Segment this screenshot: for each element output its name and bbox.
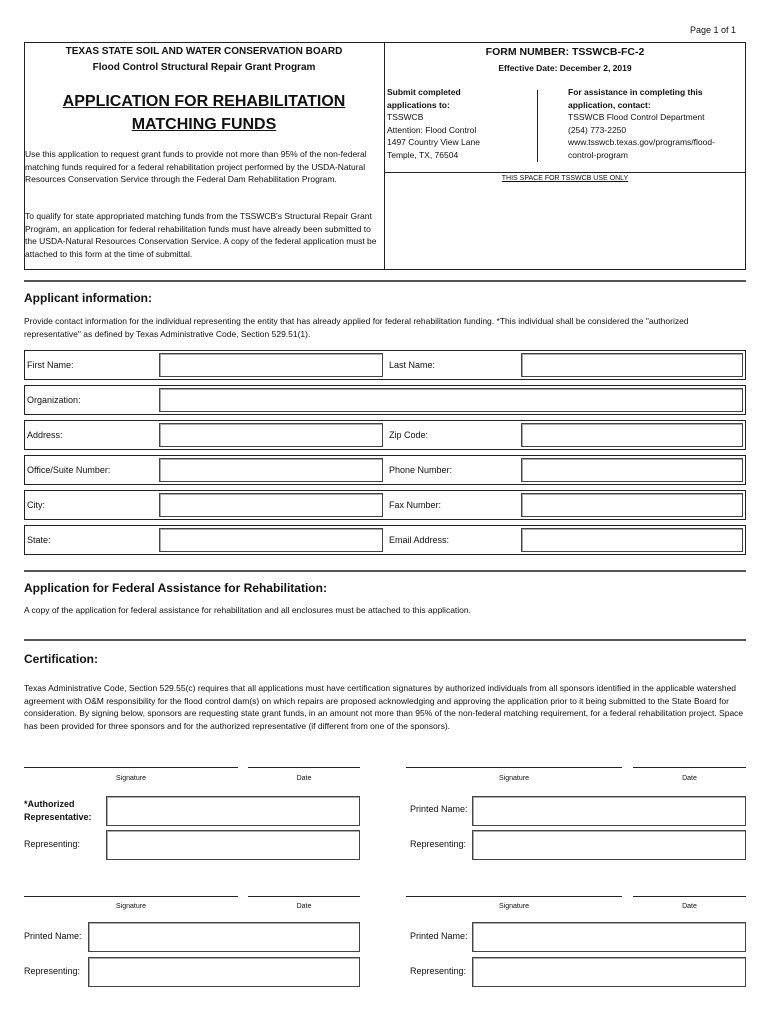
date-caption: Date <box>682 903 697 910</box>
header-divider <box>384 42 385 270</box>
form-title-line1: APPLICATION FOR REHABILITATION <box>62 93 346 110</box>
row-state <box>24 525 746 555</box>
federal-heading: Application for Federal Assistance for Rehabilitation: <box>24 581 327 595</box>
office-suite-field[interactable] <box>159 458 383 482</box>
organization-label: Organization: <box>27 395 81 405</box>
email-label: Email Address: <box>389 535 450 545</box>
office-use-label: THIS SPACE FOR TSSWCB USE ONLY <box>501 175 629 182</box>
intro-paragraph-1: Use this application to request grant funds to provide not more than 95% of the non-federal matching funds required for a federal rehabilitation project performed by the USDA-Natural Resources Conservation Service through the Federal Dam Rehabilitation Program. <box>25 149 367 184</box>
address-field[interactable] <box>159 423 383 447</box>
last-name-field[interactable] <box>521 353 743 377</box>
effective-date: Effective Date: December 2, 2019 <box>498 63 632 73</box>
address-label: Address: <box>27 430 63 440</box>
signature-line[interactable] <box>406 896 622 897</box>
assist-line: www.tsswcb.texas.gov/programs/flood- <box>568 137 715 147</box>
applicant-description: Provide contact information for the individual representing the entity that has already applied for federal rehabilitation funding. *This individual shall be considered the "authorized representative" as defined by Texas Administrative Code, Section 529.51(1). <box>24 316 689 339</box>
row-organization <box>24 385 746 415</box>
signature-line[interactable] <box>406 767 622 768</box>
printed-name-label: Printed Name: <box>410 931 468 941</box>
date-caption: Date <box>296 903 312 910</box>
signature-line[interactable] <box>24 896 238 897</box>
submit-line: Temple, TX, 76504 <box>387 149 459 160</box>
city-label: City: <box>27 500 45 510</box>
submit-heading-1: Submit completed <box>387 87 461 97</box>
federal-description: A copy of the application for federal assistance for rehabilitation and all enclosures must be attached to this application. <box>24 605 471 615</box>
section-rule <box>24 639 746 641</box>
page-number: Page 1 of 1 <box>690 25 737 35</box>
date-caption: Date <box>296 775 312 782</box>
contact-divider <box>537 90 538 162</box>
printed-name-field[interactable] <box>472 922 746 952</box>
printed-name-label: Printed Name: <box>410 804 468 814</box>
office-use-rule <box>384 172 746 173</box>
row-city <box>24 490 746 520</box>
city-field[interactable] <box>159 493 383 517</box>
assistance-block <box>568 86 744 161</box>
phone-field[interactable] <box>521 458 743 482</box>
form-number: FORM NUMBER: TSSWCB-FC-2 <box>485 46 645 58</box>
printed-name-field[interactable] <box>472 796 746 826</box>
office-suite-label: Office/Suite Number: <box>27 465 111 475</box>
signature-caption: Signature <box>116 775 146 782</box>
representing-field[interactable] <box>106 830 360 860</box>
last-name-label: Last Name: <box>389 360 436 370</box>
state-label: State: <box>27 535 51 545</box>
representing-field[interactable] <box>472 830 746 860</box>
representing-label: Representing: <box>24 839 81 849</box>
intro-paragraph-2: To qualify for state appropriated matching funds from the TSSWCB's Structural Repair Grant Program, an application for federal rehabilitation funds must have already been submitted to the USDA-Natural Resources Conservation Service. A copy of the federal application must be attached to this form at the time of submittal. <box>25 211 377 259</box>
row-name <box>24 350 746 380</box>
signature-caption: Signature <box>116 903 146 910</box>
certification-heading: Certification: <box>24 652 99 666</box>
date-caption: Date <box>682 775 697 782</box>
assist-line: TSSWCB Flood Control Department <box>568 112 705 122</box>
state-field[interactable] <box>159 528 383 552</box>
authorized-rep-label <box>24 798 92 824</box>
first-name-field[interactable] <box>159 353 383 377</box>
applicant-heading: Applicant information: <box>24 291 152 305</box>
row-address <box>24 420 746 450</box>
email-field[interactable] <box>521 528 743 552</box>
submit-line: 1497 Country View Lane <box>387 137 480 147</box>
authorized-rep-field[interactable] <box>106 796 360 826</box>
assist-heading-2: application, contact: <box>568 99 651 110</box>
fax-label: Fax Number: <box>389 500 442 510</box>
zip-code-field[interactable] <box>521 423 743 447</box>
row-office <box>24 455 746 485</box>
signature-line[interactable] <box>24 767 238 768</box>
submit-line: Attention: Flood Control <box>387 124 477 135</box>
first-name-label: First Name: <box>27 360 74 370</box>
printed-name-field[interactable] <box>88 922 360 952</box>
date-line[interactable] <box>248 767 360 768</box>
section-rule <box>24 280 746 282</box>
representing-label: Representing: <box>410 839 467 849</box>
date-line[interactable] <box>633 896 746 897</box>
date-line[interactable] <box>633 767 746 768</box>
assist-line: (254) 773-2250 <box>568 124 627 135</box>
authorized-rep-label-1: *Authorized <box>24 799 75 809</box>
date-line[interactable] <box>248 896 360 897</box>
representing-field[interactable] <box>88 957 360 987</box>
phone-label: Phone Number: <box>389 465 453 475</box>
submit-heading-2: applications to: <box>387 99 450 110</box>
printed-name-label: Printed Name: <box>24 931 82 941</box>
representing-label: Representing: <box>410 966 467 976</box>
signature-caption: Signature <box>499 903 529 910</box>
submit-to-block <box>387 86 537 161</box>
signature-caption: Signature <box>499 775 529 782</box>
assist-line: control-program <box>568 149 628 160</box>
representing-field[interactable] <box>472 957 746 987</box>
organization-field[interactable] <box>159 388 743 412</box>
submit-line: TSSWCB <box>387 112 424 122</box>
form-title-line2: MATCHING FUNDS <box>131 116 277 133</box>
section-rule <box>24 570 746 572</box>
assist-heading-1: For assistance in completing this <box>568 87 703 97</box>
representing-label: Representing: <box>24 966 81 976</box>
certification-description: Texas Administrative Code, Section 529.55(c) requires that all applications must have certification signatures by authorized individuals from all sponsors identified in the applicable watershed agreement with O&M responsibility for the flood control dam(s) on which repairs are proposed acknowledging and approving the application prior to it being submitted to the State Board for consideration. By signing below, sponsors are requesting state grant funds, in an amount not more than 95% of the non-federal matching requirement, for a federal rehabilitation project. Space has been provided for three sponsors and for the authorized representative (if different from one of the sponsors). <box>24 683 744 731</box>
program-name: Flood Control Structural Repair Grant Program <box>92 62 316 73</box>
fax-field[interactable] <box>521 493 743 517</box>
authorized-rep-label-2: Representative: <box>24 812 92 822</box>
zip-code-label: Zip Code: <box>389 430 429 440</box>
agency-name: TEXAS STATE SOIL AND WATER CONSERVATION BOARD <box>65 46 343 57</box>
